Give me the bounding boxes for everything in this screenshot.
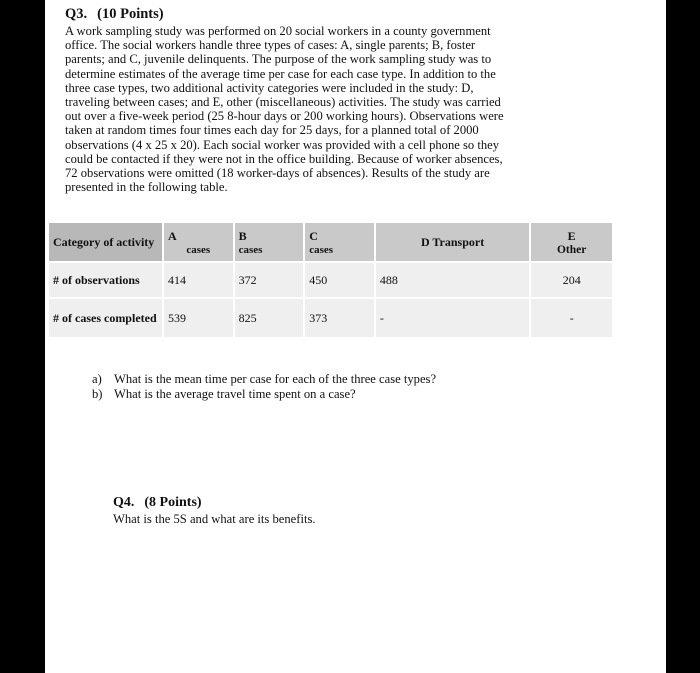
- cell: -: [376, 299, 530, 337]
- cell: 372: [235, 263, 304, 297]
- paragraph-line: parents; and C, juvenile delinquents. The purpose of the work sampling study was to: [65, 52, 492, 67]
- q4-points: (8 Points): [144, 495, 202, 510]
- q4-title: [113, 495, 316, 511]
- question-4: [113, 495, 316, 526]
- paragraph-line: taken at random times four times each day for 25 days, for a planned total of 2000: [65, 123, 479, 138]
- header-e: E Other: [531, 223, 612, 261]
- paragraph-line: 72 observations were omitted (18 worker-days of absences). Results of the study are: [65, 166, 490, 181]
- q4-number: Q4.: [113, 495, 135, 510]
- header-a: A cases: [164, 223, 233, 261]
- cell: 204: [531, 263, 612, 297]
- cell: -: [531, 299, 612, 337]
- paragraph-line: traveling between cases; and E, other (miscellaneous) activities. The study was carried: [65, 95, 501, 110]
- q3-title: [65, 6, 540, 23]
- paragraph-line: A work sampling study was performed on 20 social workers in a county government: [65, 24, 491, 38]
- cell: 373: [305, 299, 374, 337]
- header-c: C cases: [305, 223, 374, 261]
- list-item: a) What is the mean time per case for each of the three case types?: [92, 372, 437, 386]
- q4-text: What is the 5S and what are its benefits.: [113, 512, 316, 526]
- cell: 450: [305, 263, 374, 297]
- table-header-row: [49, 223, 612, 261]
- q3-number: Q3.: [65, 6, 88, 22]
- row-label: # of cases completed: [49, 299, 162, 337]
- paragraph-line: determine estimates of the average time per case for each case type. In addition to the: [65, 66, 496, 81]
- cell: 414: [164, 263, 233, 297]
- header-category: Category of activity: [49, 223, 162, 261]
- q3-points: (10 Points): [97, 6, 164, 22]
- list-item: b) What is the average travel time spent on a case?: [92, 387, 356, 401]
- results-table: [47, 221, 614, 339]
- table-row: [49, 299, 612, 337]
- table-row: [49, 263, 612, 297]
- header-d: D Transport: [376, 223, 530, 261]
- cell: 488: [376, 263, 530, 297]
- question-3: [65, 6, 540, 194]
- paragraph-line: observations (4 x 25 x 20). Each social worker was provided with a cell phone so they: [65, 137, 500, 152]
- paragraph-line: presented in the following table.: [65, 180, 228, 195]
- paragraph-line: could be contacted if they were not in the office building. Because of worker absences,: [65, 151, 503, 166]
- question-list: [92, 372, 436, 402]
- paragraph-line: three case types, two additional activity categories were included in the study: D,: [65, 80, 474, 95]
- row-label: # of observations: [49, 263, 162, 297]
- cell: 825: [235, 299, 304, 337]
- q3-paragraph: [65, 24, 540, 194]
- header-b: B cases: [235, 223, 304, 261]
- cell: 539: [164, 299, 233, 337]
- paragraph-line: out over a five-week period (25 8-hour days or 200 working hours). Observations were: [65, 109, 504, 124]
- paragraph-line: office. The social workers handle three types of cases: A, single parents; B, foster: [65, 38, 476, 53]
